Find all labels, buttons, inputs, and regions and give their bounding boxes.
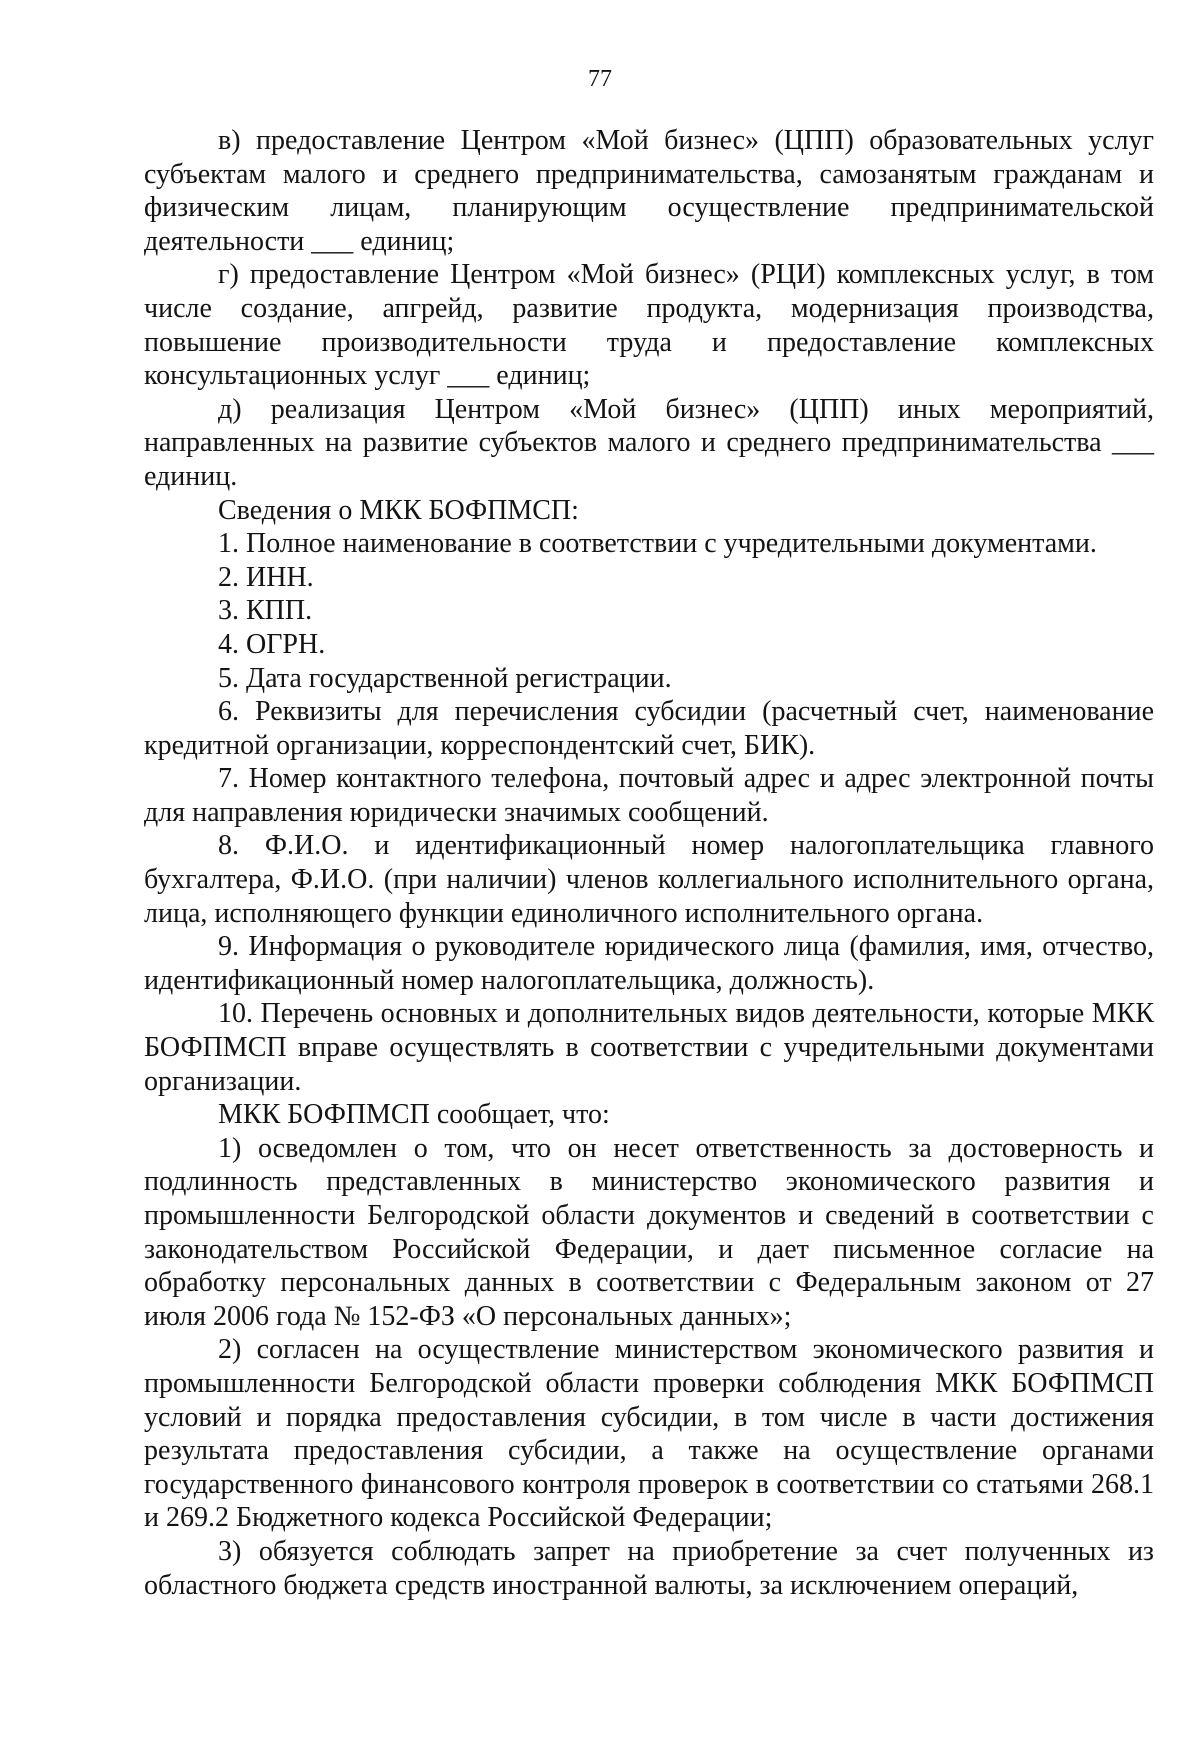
document-body bbox=[144, 124, 1154, 1602]
list-item-8: 8. Ф.И.О. и идентификационный номер налогоплательщика главного бухгалтера, Ф.И.О. (при наличии) членов коллегиального исполнительного органа, лица, исполняющего функции единоличного исполнительного органа. bbox=[144, 830, 1154, 929]
list-item-7: 7. Номер контактного телефона, почтовый адрес и адрес электронной почты для направления юридически значимых сообщений. bbox=[144, 763, 1154, 828]
list-item-4: 4. ОГРН. bbox=[218, 628, 326, 660]
statement-item-3: 3) обязуется соблюдать запрет на приобретение за счет полученных из областного бюджета средств иностранной валюты, за исключением операций, bbox=[144, 1535, 1154, 1601]
list-item-5: 5. Дата государственной регистрации. bbox=[218, 662, 672, 694]
statement-item-1: 1) осведомлен о том, что он несет ответственность за достоверность и подлинность представленных в министерство экономического развития и промышленности Белгородской области документов и сведений в соответствии с законодательством Российской Федерации, и дает письменное согласие на обработку персональных данных в соответствии с Федеральным законом от 27 июля 2006 года № 152-ФЗ «О персональных данных»; bbox=[144, 1132, 1154, 1332]
page-number: 77 bbox=[588, 66, 612, 92]
paragraph-d: д) реализация Центром «Мой бизнес» (ЦПП) иных мероприятий, направленных на развитие субъектов малого и среднего предпринимательства ___ единиц. bbox=[144, 393, 1154, 492]
list-item-6: 6. Реквизиты для перечисления субсидии (расчетный счет, наименование кредитной организации, корреспондентский счет, БИК). bbox=[144, 696, 1154, 761]
statement-item-2: 2) согласен на осуществление министерством экономического развития и промышленности Белгородской области проверки соблюдения МКК БОФПМСП условий и порядка предоставления субсидии, в том числе в части достижения результата предоставления субсидии, а также на осуществление органами государственного финансового контроля проверок в соответствии со статьями 268.1 и 269.2 Бюджетного кодекса Российской Федерации; bbox=[144, 1334, 1154, 1534]
section-heading: Сведения о МКК БОФПМСП: bbox=[218, 494, 579, 526]
list-item-2: 2. ИНН. bbox=[218, 561, 314, 593]
list-item-1: 1. Полное наименование в соответствии с учредительными документами. bbox=[218, 528, 1097, 560]
list-item-10: 10. Перечень основных и дополнительных видов деятельности, которые МКК БОФПМСП вправе осуществлять в соответствии с учредительными документами организации. bbox=[144, 998, 1154, 1097]
statement-heading: МКК БОФПМСП сообщает, что: bbox=[218, 1099, 610, 1131]
paragraph-g: г) предоставление Центром «Мой бизнес» (РЦИ) комплексных услуг, в том числе создание, апгрейд, развитие продукта, модернизация производства, повышение производительности труда и предоставление комплексных консультационных услуг ___ единиц; bbox=[144, 259, 1154, 392]
list-item-9: 9. Информация о руководителе юридического лица (фамилия, имя, отчество, идентификационный номер налогоплательщика, должность). bbox=[144, 931, 1154, 996]
paragraph-v: в) предоставление Центром «Мой бизнес» (ЦПП) образовательных услуг субъектам малого и среднего предпринимательства, самозанятым гражданам и физическим лицам, планирующим осуществление предпринимательской деятельности ___ единиц; bbox=[144, 125, 1154, 257]
list-item-3: 3. КПП. bbox=[218, 595, 313, 627]
